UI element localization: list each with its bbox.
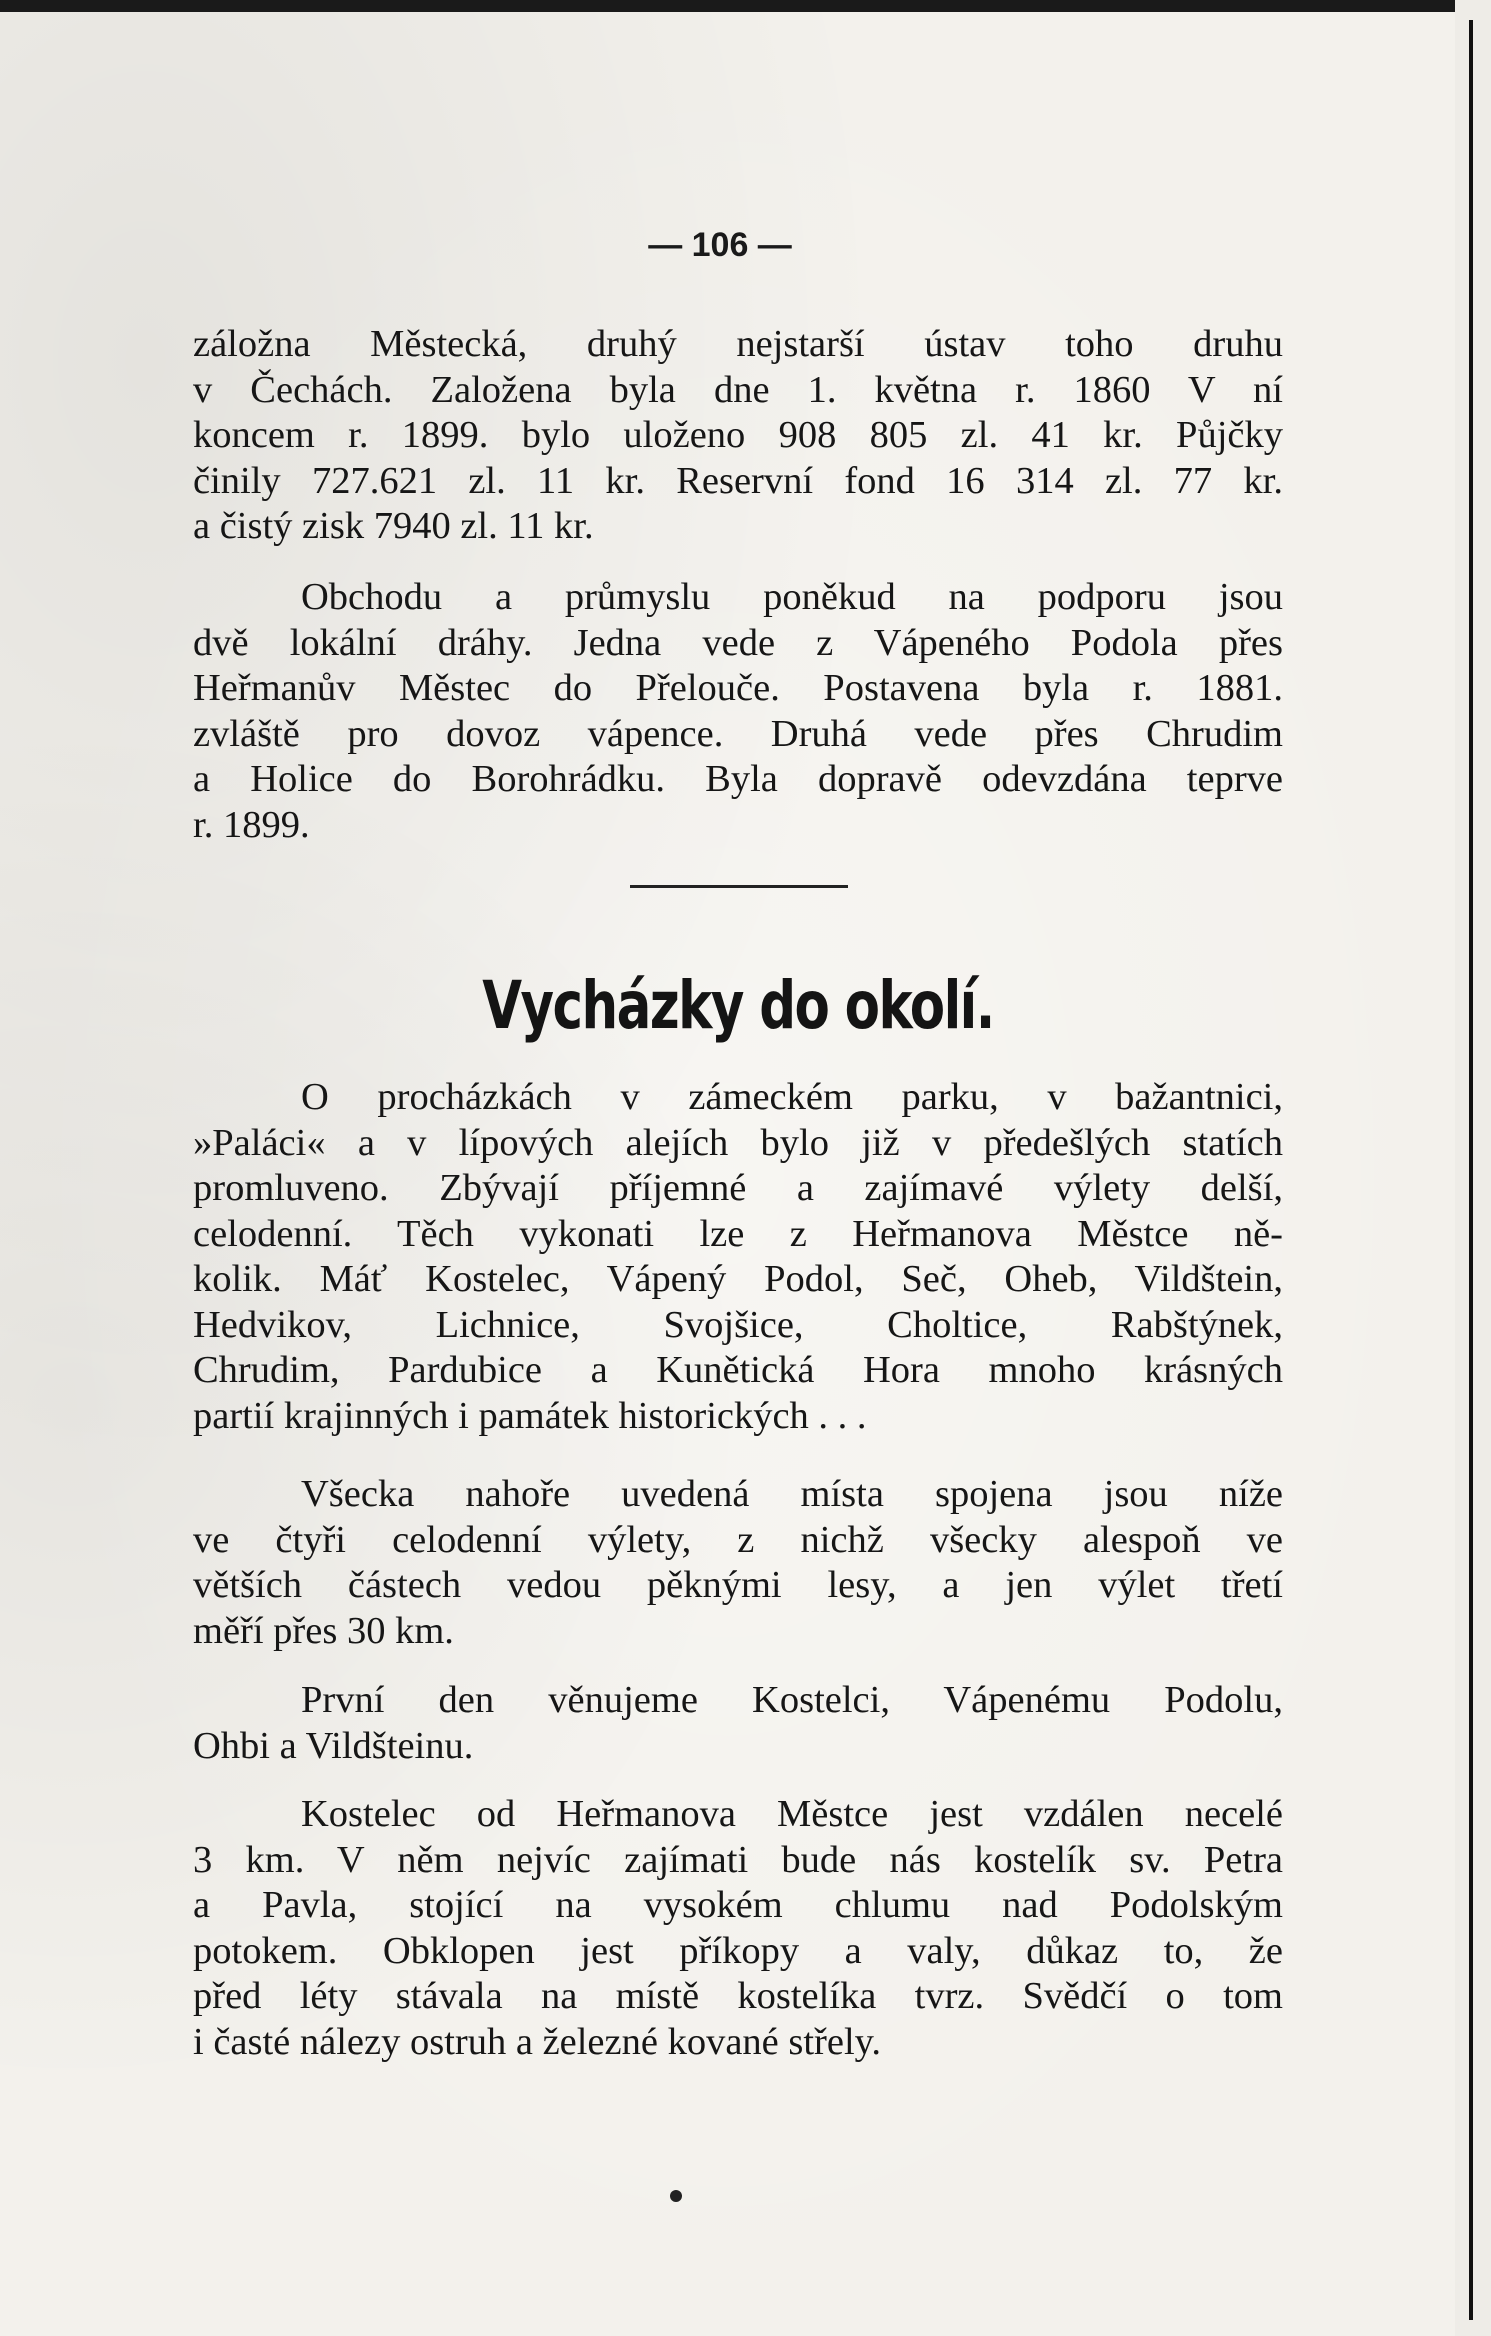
text-line: i časté nálezy ostruh a železné kované střely. xyxy=(193,2020,882,2063)
text-line: Obchodu a průmyslu poněkud na podporu jsou xyxy=(301,576,1283,618)
text-line: kolik. Máť Kostelec, Vápený Podol, Seč, Oheb, Vildštein, xyxy=(193,1258,1283,1300)
page-number: — 106 — xyxy=(648,226,792,264)
text-line: a Holice do Borohrádku. Byla dopravě odevzdána teprve xyxy=(193,758,1283,800)
text-line: Ohbi a Vildšteinu. xyxy=(193,1724,474,1767)
text-line: Chrudim, Pardubice a Kunětická Hora mnoho krásných xyxy=(193,1349,1283,1391)
text-line: »Paláci« a v lípových alejích bylo již v předešlých statích xyxy=(193,1121,1283,1164)
text-line: měří přes 30 km. xyxy=(193,1609,454,1652)
paragraph-3 xyxy=(193,1075,1283,1439)
text-line: a Pavla, stojící na vysokém chlumu nad Podolským xyxy=(193,1884,1283,1926)
text-line: v Čechách. Založena byla dne 1. května r. 1860 V ní xyxy=(193,368,1283,411)
text-line: větších částech vedou pěknými lesy, a jen výlet třetí xyxy=(193,1564,1283,1606)
print-speck xyxy=(670,2190,682,2202)
text-line: a čistý zisk 7940 zl. 11 kr. xyxy=(193,505,594,547)
text-line: koncem r. 1899. bylo uloženo 908 805 zl. 41 kr. Půjčky xyxy=(193,414,1283,456)
binding-line xyxy=(1469,20,1473,2320)
page-edge xyxy=(1455,0,1491,2336)
text-line: První den věnujeme Kostelci, Vápenému Podolu, xyxy=(301,1679,1283,1721)
text-line: Heřmanův Městec do Přelouče. Postavena byla r. 1881. xyxy=(193,667,1283,709)
text-line: 3 km. V něm nejvíc zajímati bude nás kostelík sv. Petra xyxy=(193,1838,1283,1881)
text-line: potokem. Obklopen jest příkopy a valy, důkaz to, že xyxy=(193,1929,1283,1972)
paragraph-5 xyxy=(193,1678,1283,1769)
text-line: O procházkách v zámeckém parku, v bažantnici, xyxy=(301,1076,1283,1118)
text-line: partií krajinných i památek historických . . . xyxy=(193,1394,867,1437)
text-line: zvláště pro dovoz vápence. Druhá vede přes Chrudim xyxy=(193,712,1283,755)
text-line: ve čtyři celodenní výlety, z nichž všecky alespoň ve xyxy=(193,1518,1283,1561)
text-line: před léty stávala na místě kostelíka tvrz. Svědčí o tom xyxy=(193,1975,1283,2017)
text-line: promluveno. Zbývají příjemné a zajímavé výlety delší, xyxy=(193,1167,1283,1209)
paragraph-1 xyxy=(193,322,1283,550)
text-line: dvě lokální dráhy. Jedna vede z Vápeného Podola přes xyxy=(193,621,1283,664)
section-divider xyxy=(630,885,848,888)
paragraph-4 xyxy=(193,1472,1283,1654)
text-line: celodenní. Těch vykonati lze z Heřmanova Městce ně- xyxy=(193,1212,1283,1255)
section-heading: Vycházky do okolí. xyxy=(482,967,994,1044)
book-page xyxy=(0,12,1455,2336)
text-line: r. 1899. xyxy=(193,803,310,846)
text-line: Všecka nahoře uvedená místa spojena jsou níže xyxy=(301,1473,1283,1515)
paragraph-6 xyxy=(193,1792,1283,2065)
text-line: Hedvikov, Lichnice, Svojšice, Choltice, Rabštýnek, xyxy=(193,1303,1283,1346)
text-line: záložna Městecká, druhý nejstarší ústav toho druhu xyxy=(193,323,1283,365)
paragraph-2 xyxy=(193,575,1283,848)
text-line: Kostelec od Heřmanova Městce jest vzdálen necelé xyxy=(301,1793,1283,1835)
text-line: činily 727.621 zl. 11 kr. Reservní fond 16 314 zl. 77 kr. xyxy=(193,459,1283,502)
